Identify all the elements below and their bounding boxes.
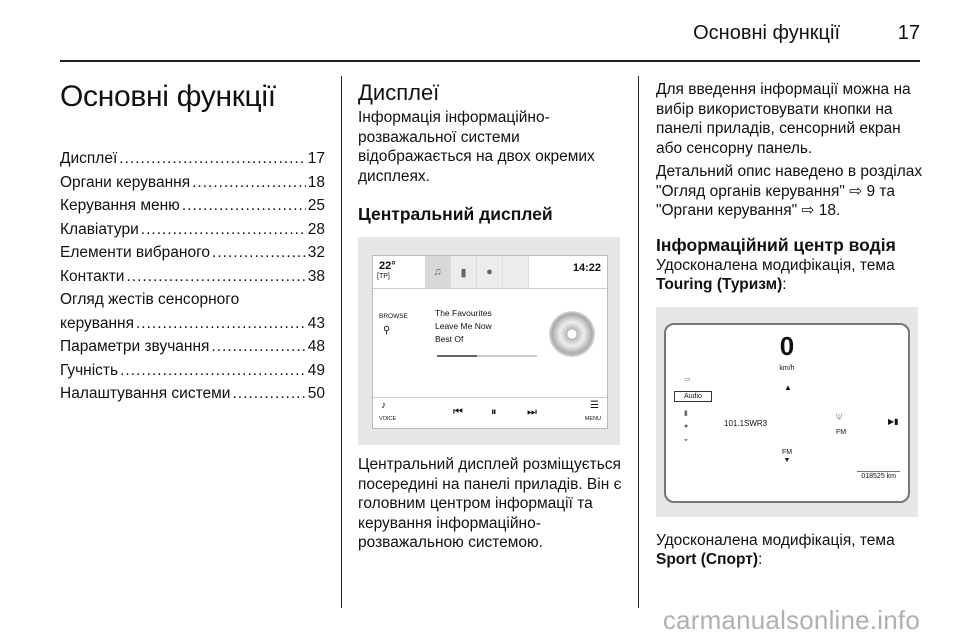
screen-status-bar bbox=[373, 256, 607, 288]
chapter-title: Основні функції bbox=[60, 80, 276, 113]
phone-icon: ▮ bbox=[684, 409, 688, 417]
next-station-icon: ▶▮ bbox=[888, 416, 899, 426]
voice-label: VOICE bbox=[379, 416, 397, 422]
column-3 bbox=[656, 80, 926, 570]
paragraph-touring: Удосконалена модифікація, тема Touring (Туризм): bbox=[656, 256, 895, 293]
column-divider bbox=[638, 76, 639, 608]
page-ref-arrow-icon: ⇨ bbox=[801, 202, 815, 219]
toc-entry[interactable]: Елементи вибраного ..... 32 bbox=[60, 244, 325, 268]
clock-readout: 14:22 bbox=[572, 262, 601, 274]
audio-tab: Audio bbox=[674, 391, 712, 402]
page-number: 17 bbox=[897, 22, 920, 44]
watermark: carmanualsonline.info bbox=[662, 605, 920, 635]
toc-entry[interactable]: Органи керування ..... 18 bbox=[60, 174, 325, 198]
column-2 bbox=[358, 80, 628, 553]
central-display-figure bbox=[358, 237, 620, 445]
paragraph-sport: Удосконалена модифікація, тема Sport (Спорт): bbox=[656, 531, 895, 568]
toc-entry[interactable]: Параметри звучання ..... 48 bbox=[60, 338, 325, 362]
pause-icon: ⏸ bbox=[491, 406, 497, 418]
central-display-caption: Центральний дисплей розміщується посередині на панелі приладів. Він є головним центром інформації та керування інформаційно-розважальною системою. bbox=[358, 456, 622, 551]
track-list bbox=[435, 307, 492, 346]
tp-indicator: [TP] bbox=[377, 273, 390, 280]
table-of-contents bbox=[60, 150, 325, 409]
list-item: Best Of bbox=[435, 334, 464, 344]
cd-disc-icon bbox=[549, 311, 595, 357]
list-item: The Favourites bbox=[435, 308, 492, 318]
apps-icon bbox=[503, 256, 529, 288]
progress-fill bbox=[437, 355, 477, 357]
navigation-icon: ⌖ bbox=[684, 436, 688, 444]
toc-entry[interactable]: Огляд жестів сенсорного керування ..... 43 bbox=[60, 291, 325, 338]
toc-entry[interactable]: Налаштування системи ..... 50 bbox=[60, 385, 325, 409]
instrument-cluster-display bbox=[664, 323, 910, 503]
temperature-readout: 22° bbox=[379, 260, 396, 272]
column-divider bbox=[341, 76, 342, 608]
toc-entry[interactable]: Гучність ..... 49 bbox=[60, 362, 325, 386]
section-title: Дисплеї bbox=[358, 80, 440, 105]
chevron-down-icon: ▼ bbox=[783, 456, 791, 464]
station-name: 101.1SWR3 bbox=[724, 418, 768, 428]
screen-tabs bbox=[425, 256, 529, 288]
header-rule bbox=[60, 60, 920, 62]
phone-icon: ▮ bbox=[451, 256, 477, 288]
screen-media-panel bbox=[373, 288, 607, 398]
previous-track-icon: ⏮ bbox=[453, 406, 463, 418]
music-note-icon: ♫ bbox=[425, 256, 451, 288]
speed-readout: 0 bbox=[779, 330, 795, 361]
subhead-driver-info-center: Інформаційний центр водія bbox=[656, 234, 896, 255]
menu-label: MENU bbox=[584, 416, 601, 422]
running-head bbox=[60, 22, 920, 44]
screen-controls bbox=[373, 398, 607, 428]
next-track-icon: ⏭ bbox=[527, 406, 537, 418]
toc-entry[interactable]: Керування меню ..... 25 bbox=[60, 197, 325, 221]
band-label: FM bbox=[836, 428, 847, 436]
list-item: Leave Me Now bbox=[435, 321, 492, 331]
toc-entry[interactable]: Дисплеї ..... 17 bbox=[60, 150, 325, 174]
toc-entry[interactable]: Контакти ..... 38 bbox=[60, 268, 325, 292]
speed-unit: km/h bbox=[779, 364, 795, 372]
info-icon: ● bbox=[477, 256, 503, 288]
paragraph-input-methods: Для введення інформації можна на вибір використовувати кнопки на панелі приладів, сенсорний екран або сенсорну панель. bbox=[656, 81, 911, 157]
car-icon: ▭ bbox=[684, 375, 691, 383]
voice-icon: ♪ bbox=[381, 400, 386, 411]
subhead-central-display: Центральний дисплей bbox=[358, 204, 553, 224]
antenna-icon: ⍦ bbox=[836, 410, 842, 422]
toc-entry[interactable]: Клавіатури ..... 28 bbox=[60, 221, 325, 245]
intro-paragraph: Інформація інформаційно-розважальної системи відображається на двох окремих дисплеях. bbox=[358, 109, 595, 185]
browse-label: BROWSE bbox=[379, 313, 408, 320]
settings-icon: ● bbox=[684, 422, 689, 430]
infotainment-screen bbox=[372, 255, 608, 429]
odometer: 018525 km bbox=[857, 471, 900, 481]
running-head-title: Основні функції bbox=[693, 22, 840, 44]
paragraph-references: Детальний опис наведено в розділах "Огляд органів керування" ⇨ 9 та "Органи керування" ⇨ 18. bbox=[656, 163, 923, 219]
chevron-up-icon: ▲ bbox=[784, 382, 792, 392]
menu-icon: ☰ bbox=[590, 400, 599, 411]
driver-info-center-figure bbox=[656, 307, 918, 517]
band-selector-label: FM bbox=[781, 448, 793, 456]
page-ref-arrow-icon: ⇨ bbox=[849, 182, 863, 200]
search-icon: ⚲ bbox=[383, 325, 391, 336]
